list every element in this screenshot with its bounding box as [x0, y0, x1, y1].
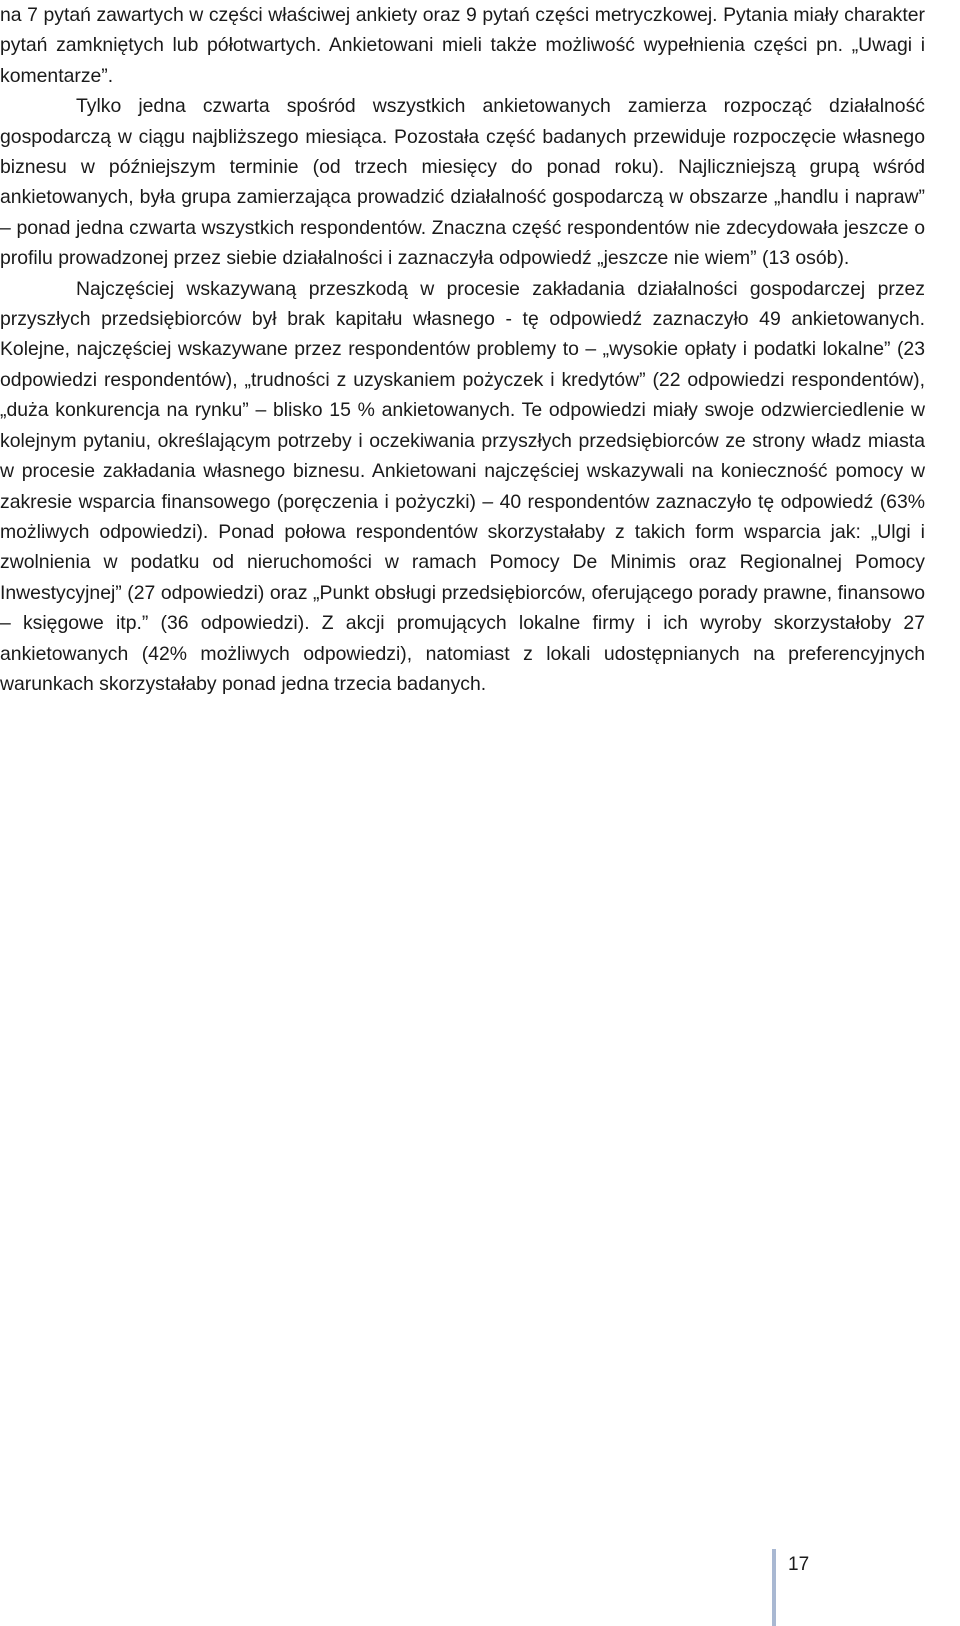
body-text — [0, 0, 925, 699]
page-number: 17 — [788, 1554, 810, 1575]
paragraph-2: Tylko jedna czwarta spośród wszystkich ankietowanych zamierza rozpocząć działalność gospodarczą w ciągu najbliższego miesiąca. Pozostała część badanych przewiduje rozpoczęcie własnego biznesu w późniejszym terminie (od trzech miesięcy do ponad roku). Najliczniejszą grupą wśród ankietowanych, była grupa zamierzająca prowadzić działalność gospodarczą w obszarze „handlu i napraw” – ponad jedna czwarta wszystkich respondentów. Znaczna część respondentów nie zdecydowała jeszcze o profilu prowadzonej przez siebie działalności i zaznaczyła odpowiedź „jeszcze nie wiem” (13 osób). — [0, 95, 925, 270]
paragraph-3: Najczęściej wskazywaną przeszkodą w procesie zakładania działalności gospodarczej przez przyszłych przedsiębiorców był brak kapitału własnego - tę odpowiedź zaznaczyło 49 ankietowanych. Kolejne, najczęściej wskazywane przez respondentów problemy to – „wysokie opłaty i podatki lokalne” (23 odpowiedzi respondentów), „trudności z uzyskaniem pożyczek i kredytów” (22 odpowiedzi respondentów), „duża konkurencja na rynku” – blisko 15 % ankietowanych. Te odpowiedzi miały swoje odzwierciedlenie w kolejnym pytaniu, określającym potrzeby i oczekiwania przyszłych przedsiębiorców ze strony władz miasta w procesie zakładania własnego biznesu. Ankietowani najczęściej wskazywali na konieczność pomocy w zakresie wsparcia finansowego (poręczenia i pożyczki) – 40 respondentów zaznaczyło tę odpowiedź (63% możliwych odpowiedzi). Ponad połowa respondentów skorzystałaby z takich form wsparcia jak: „Ulgi i zwolnienia w podatku od nieruchomości w ramach Pomocy De Minimis oraz Regionalnej Pomocy Inwestycyjnej” (27 odpowiedzi) oraz „Punkt obsługi przedsiębiorców, oferującego porady prawne, finansowo – księgowe itp.” (36 odpowiedzi). Z akcji promujących lokalne firmy i ich wyroby skorzystałoby 27 ankietowanych (42% możliwych odpowiedzi), natomiast z lokali udostępnianych na preferencyjnych warunkach skorzystałaby ponad jedna trzecia badanych. — [0, 277, 925, 695]
paragraph-1: na 7 pytań zawartych w części właściwej ankiety oraz 9 pytań części metryczkowej. Pytania miały charakter pytań zamkniętych lub półotwartych. Ankietowani mieli także możliwość wypełnienia części pn. „Uwagi i komentarze”. — [0, 4, 925, 87]
page-number-rule — [772, 1549, 856, 1626]
